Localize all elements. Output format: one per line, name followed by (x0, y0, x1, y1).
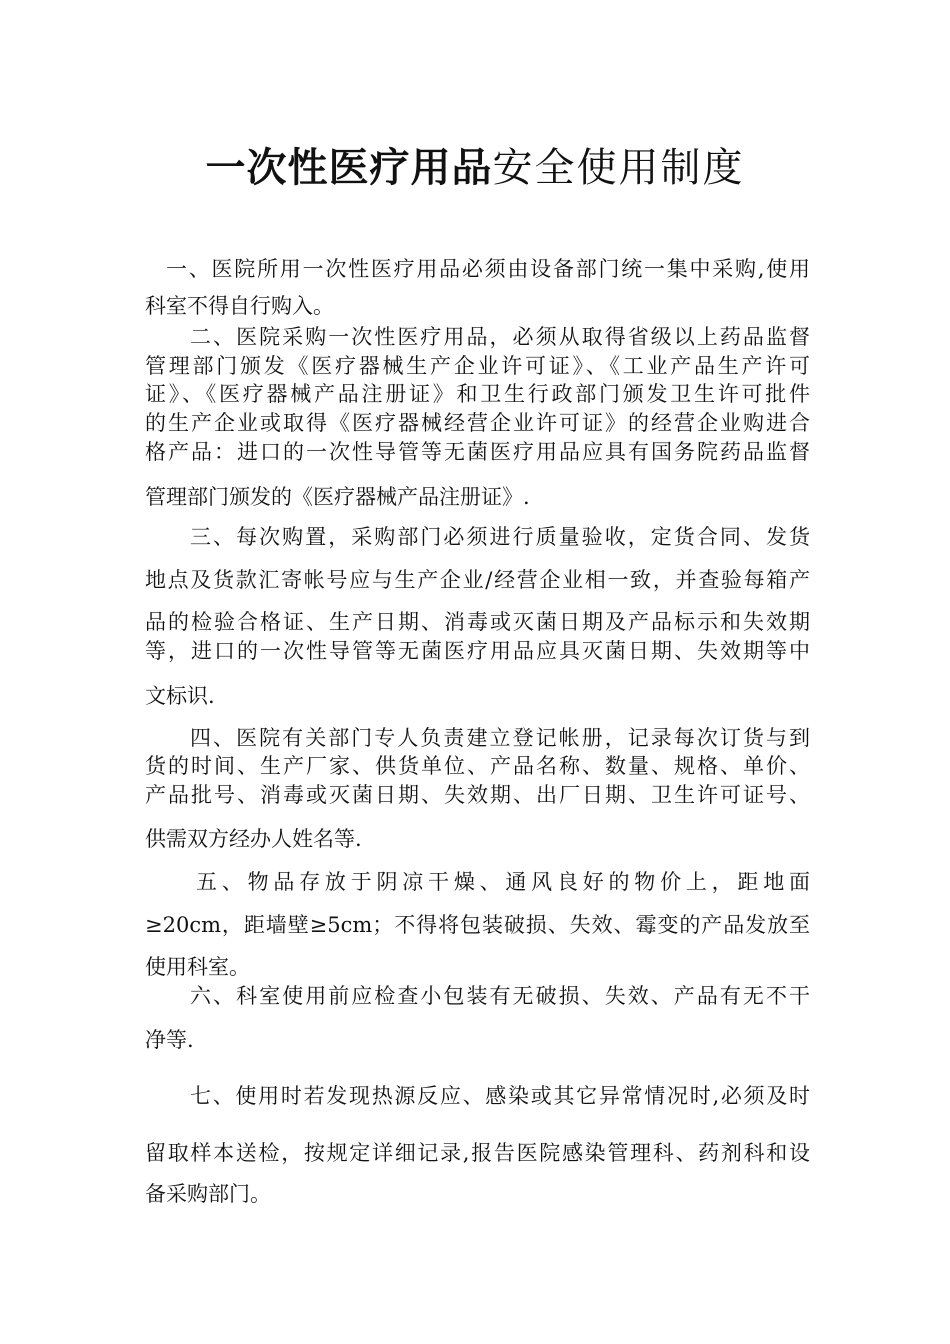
clause-2-line-2: 管理部门颁发《医疗器械生产企业许可证》、《工业产品生产许可 (145, 354, 810, 378)
clause-5-line-1: 五、物品存放于阴凉干燥、通风良好的物价上，距地面 (196, 870, 810, 894)
clause-7-line-2: 留取样本送检，按规定详细记录,报告医院感染管理科、药剂科和设 (145, 1141, 810, 1165)
title-bold-part: 一次性医疗用品 (205, 145, 493, 191)
clause-3-line-4: 等，进口的一次性导管等无菌医疗用品应具灭菌日期、失效期等中 (145, 639, 810, 663)
clause-5-line-3: 使用科室。 (145, 955, 250, 979)
clause-3-line-1: 三、每次购置，采购部门必须进行质量验收，定货合同、发货 (190, 525, 810, 549)
clause-2-line-1: 二、医院采购一次性医疗用品，必须从取得省级以上药品监督 (190, 325, 810, 349)
clause-6-line-2: 净等. (145, 1028, 194, 1052)
clause-2-line-5: 格产品：进口的一次性导管等无菌医疗用品应具有国务院药品监督 (145, 440, 810, 464)
clause-2-line-3: 证》、《医疗器械产品注册证》和卫生行政部门颁发卫生许可批件 (145, 382, 810, 406)
clause-7-line-3: 备采购部门。 (145, 1182, 271, 1206)
clause-4-line-1: 四、医院有关部门专人负责建立登记帐册，记录每次订货与到 (190, 726, 810, 750)
clause-3-line-3: 品的检验合格证、生产日期、消毒或灭菌日期及产品标示和失效期 (145, 610, 810, 634)
document-title (0, 142, 950, 194)
clause-2-line-4: 的生产企业或取得《医疗器械经营企业许可证》的经营企业购进合 (145, 411, 810, 435)
clause-1-line-2: 科室不得自行购入。 (145, 294, 334, 318)
clause-7-line-1: 七、使用时若发现热源反应、感染或其它异常情况时,必须及时 (190, 1084, 810, 1108)
clause-4-line-3: 产品批号、消毒或灭菌日期、失效期、出厂日期、卫生许可证号、 (145, 783, 810, 807)
clause-3-line-5: 文标识. (145, 684, 215, 708)
clause-2-line-6: 管理部门颁发的《医疗器械产品注册证》. (145, 485, 530, 509)
clause-1-line-1: 一、医院所用一次性医疗用品必须由设备部门统一集中采购,使用 (166, 257, 810, 281)
clause-5-line-2: ≥20cm，距墙壁≥5cm；不得将包装破损、失效、霉变的产品发放至 (145, 913, 810, 937)
clause-4-line-4: 供需双方经办人姓名等. (145, 827, 362, 851)
title-light-part: 安全使用制度 (492, 145, 745, 191)
clause-6-line-1: 六、科室使用前应检查小包装有无破损、失效、产品有无不干 (190, 984, 810, 1008)
clause-3-line-2: 地点及货款汇寄帐号应与生产企业/经营企业相一致，并查验每箱产 (145, 568, 810, 592)
clause-4-line-2: 货的时间、生产厂家、供货单位、产品名称、数量、规格、单价、 (145, 754, 810, 778)
